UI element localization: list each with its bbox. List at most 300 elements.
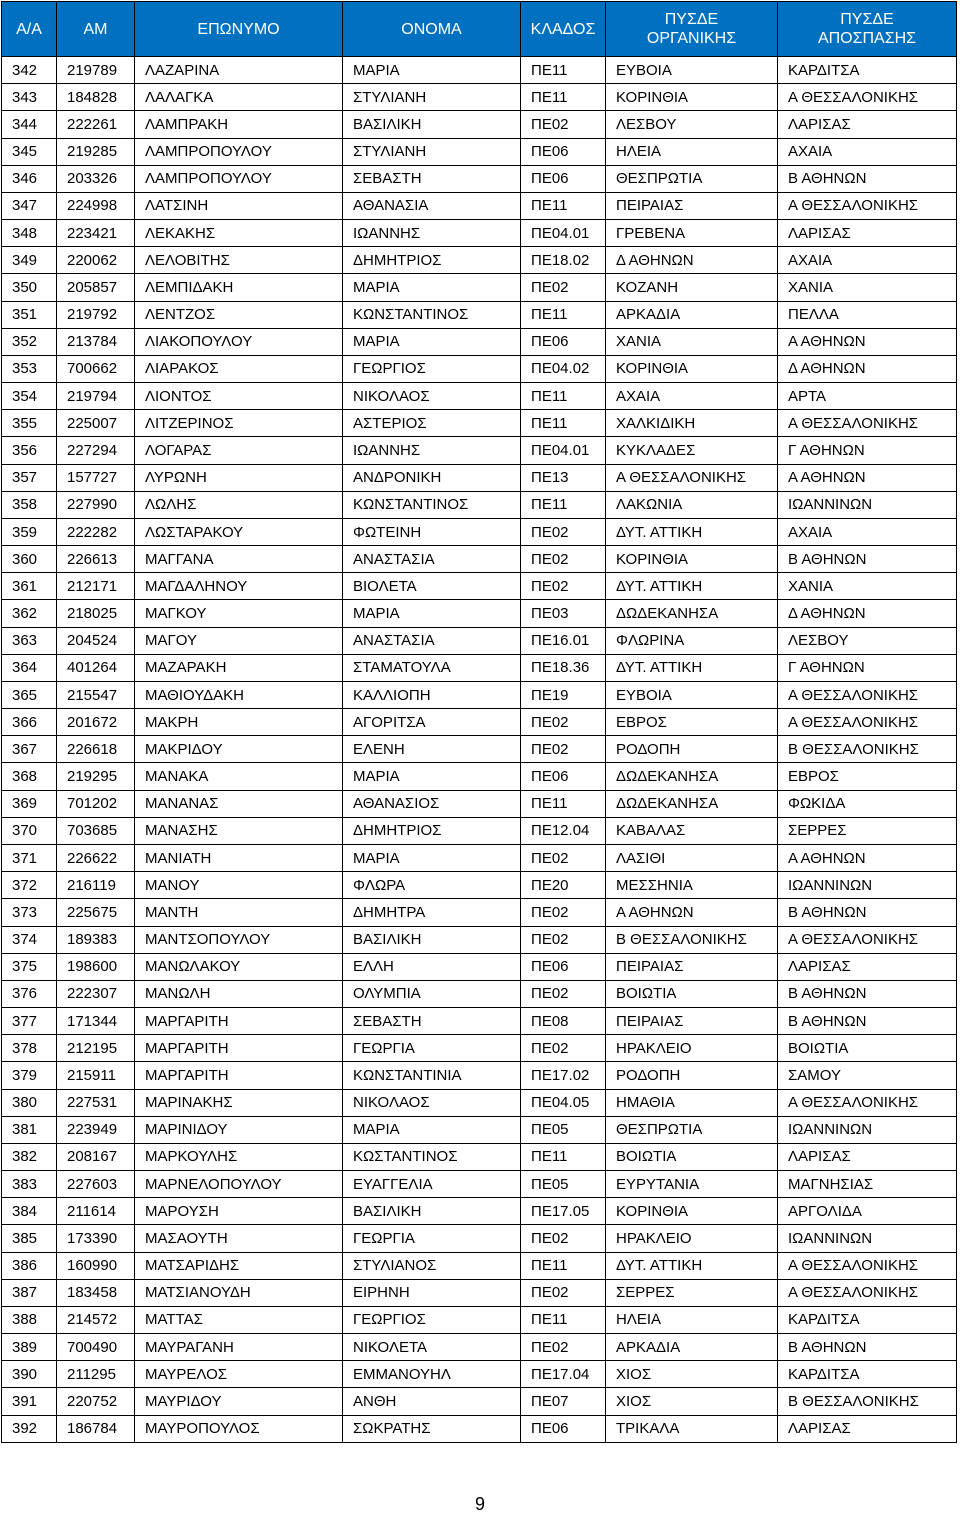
cell-branch: ΠΕ18.36 <box>521 654 606 681</box>
cell-pysde-organikis: ΛΕΣΒΟΥ <box>606 111 778 138</box>
cell-am: 213784 <box>57 328 135 355</box>
cell-surname: ΜΑΓΚΟΥ <box>135 600 343 627</box>
cell-aa: 357 <box>2 464 57 491</box>
cell-am: 157727 <box>57 464 135 491</box>
cell-surname: ΜΑΡΙΝΑΚΗΣ <box>135 1089 343 1116</box>
cell-surname: ΜΑΝΑΝΑΣ <box>135 790 343 817</box>
cell-branch: ΠΕ11 <box>521 1306 606 1333</box>
table-row <box>2 1143 957 1170</box>
cell-pysde-organikis: ΔΥΤ. ΑΤΤΙΚΗ <box>606 573 778 600</box>
cell-pysde-organikis: ΠΕΙΡΑΙΑΣ <box>606 953 778 980</box>
cell-pysde-organikis: ΚΟΡΙΝΘΙΑ <box>606 355 778 382</box>
cell-name: ΝΙΚΟΛΕΤΑ <box>343 1334 521 1361</box>
table-row <box>2 953 957 980</box>
cell-aa: 386 <box>2 1252 57 1279</box>
cell-pysde-apospasis: ΛΑΡΙΣΑΣ <box>778 111 957 138</box>
header-surname: ΕΠΩΝΥΜΟ <box>135 2 343 57</box>
cell-pysde-apospasis: ΙΩΑΝΝΙΝΩΝ <box>778 1116 957 1143</box>
cell-aa: 390 <box>2 1361 57 1388</box>
table-row <box>2 1334 957 1361</box>
cell-name: ΝΙΚΟΛΑΟΣ <box>343 383 521 410</box>
cell-branch: ΠΕ02 <box>521 1279 606 1306</box>
cell-surname: ΜΑΓΔΑΛΗΝΟΥ <box>135 573 343 600</box>
cell-pysde-apospasis: ΛΑΡΙΣΑΣ <box>778 953 957 980</box>
cell-am: 219285 <box>57 138 135 165</box>
cell-am: 224998 <box>57 192 135 219</box>
cell-pysde-organikis: ΣΕΡΡΕΣ <box>606 1279 778 1306</box>
cell-pysde-apospasis: Α ΘΕΣΣΑΛΟΝΙΚΗΣ <box>778 681 957 708</box>
cell-am: 201672 <box>57 709 135 736</box>
cell-aa: 388 <box>2 1306 57 1333</box>
table-row <box>2 464 957 491</box>
cell-pysde-apospasis: Γ ΑΘΗΝΩΝ <box>778 654 957 681</box>
cell-branch: ΠΕ06 <box>521 328 606 355</box>
cell-branch: ΠΕ02 <box>521 573 606 600</box>
table-row <box>2 1171 957 1198</box>
cell-am: 222261 <box>57 111 135 138</box>
cell-surname: ΛΑΜΠΡΟΠΟΥΛΟΥ <box>135 165 343 192</box>
table-row <box>2 546 957 573</box>
cell-name: ΑΓΟΡΙΤΣΑ <box>343 709 521 736</box>
cell-am: 211295 <box>57 1361 135 1388</box>
cell-pysde-organikis: ΒΟΙΩΤΙΑ <box>606 1143 778 1170</box>
table-row <box>2 111 957 138</box>
cell-pysde-organikis: ΑΧΑΙΑ <box>606 383 778 410</box>
cell-pysde-organikis: ΚΟΖΑΝΗ <box>606 274 778 301</box>
cell-name: ΑΘΑΝΑΣΙΑ <box>343 192 521 219</box>
cell-name: ΚΩΣΤΑΝΤΙΝΟΣ <box>343 1143 521 1170</box>
cell-name: ΓΕΩΡΓΙΑ <box>343 1225 521 1252</box>
cell-pysde-organikis: ΦΛΩΡΙΝΑ <box>606 627 778 654</box>
cell-surname: ΜΑΥΡΑΓΑΝΗ <box>135 1334 343 1361</box>
cell-pysde-apospasis: ΑΧΑΙΑ <box>778 138 957 165</box>
cell-branch: ΠΕ13 <box>521 464 606 491</box>
cell-pysde-organikis: ΜΕΣΣΗΝΙΑ <box>606 872 778 899</box>
table-row <box>2 1225 957 1252</box>
cell-name: ΟΛΥΜΠΙΑ <box>343 980 521 1007</box>
cell-surname: ΛΟΓΑΡΑΣ <box>135 437 343 464</box>
cell-name: ΚΩΝΣΤΑΝΤΙΝΟΣ <box>343 491 521 518</box>
cell-aa: 364 <box>2 654 57 681</box>
cell-pysde-organikis: ΠΕΙΡΑΙΑΣ <box>606 192 778 219</box>
cell-am: 227294 <box>57 437 135 464</box>
table-row <box>2 355 957 382</box>
cell-pysde-organikis: ΗΡΑΚΛΕΙΟ <box>606 1035 778 1062</box>
cell-pysde-apospasis: Β ΑΘΗΝΩΝ <box>778 899 957 926</box>
cell-surname: ΜΑΡΓΑΡΙΤΗ <box>135 1062 343 1089</box>
cell-am: 227990 <box>57 491 135 518</box>
table-row <box>2 1089 957 1116</box>
cell-pysde-apospasis: Α ΘΕΣΣΑΛΟΝΙΚΗΣ <box>778 926 957 953</box>
cell-surname: ΜΑΚΡΙΔΟΥ <box>135 736 343 763</box>
cell-pysde-organikis: ΘΕΣΠΡΩΤΙΑ <box>606 1116 778 1143</box>
cell-branch: ΠΕ02 <box>521 111 606 138</box>
cell-branch: ΠΕ02 <box>521 980 606 1007</box>
cell-pysde-organikis: Α ΑΘΗΝΩΝ <box>606 899 778 926</box>
cell-pysde-organikis: ΚΟΡΙΝΘΙΑ <box>606 1198 778 1225</box>
cell-am: 212195 <box>57 1035 135 1062</box>
cell-am: 220062 <box>57 247 135 274</box>
cell-branch: ΠΕ04.05 <box>521 1089 606 1116</box>
cell-am: 171344 <box>57 1008 135 1035</box>
cell-pysde-apospasis: ΑΧΑΙΑ <box>778 247 957 274</box>
cell-aa: 342 <box>2 57 57 84</box>
table-row <box>2 899 957 926</box>
cell-pysde-apospasis: Α ΘΕΣΣΑΛΟΝΙΚΗΣ <box>778 1089 957 1116</box>
header-pysde-apospasis: ΠΥΣΔΕ ΑΠΟΣΠΑΣΗΣ <box>778 2 957 57</box>
cell-pysde-organikis: ΗΡΑΚΛΕΙΟ <box>606 1225 778 1252</box>
table-row <box>2 1279 957 1306</box>
header-pysde-organikis: ΠΥΣΔΕ ΟΡΓΑΝΙΚΗΣ <box>606 2 778 57</box>
table-row <box>2 681 957 708</box>
cell-aa: 372 <box>2 872 57 899</box>
table-body <box>2 57 957 1443</box>
cell-pysde-apospasis: ΙΩΑΝΝΙΝΩΝ <box>778 872 957 899</box>
table-row <box>2 872 957 899</box>
cell-surname: ΛΕΝΤΖΟΣ <box>135 301 343 328</box>
cell-pysde-apospasis: Α ΘΕΣΣΑΛΟΝΙΚΗΣ <box>778 709 957 736</box>
cell-branch: ΠΕ02 <box>521 518 606 545</box>
cell-branch: ΠΕ11 <box>521 790 606 817</box>
cell-aa: 373 <box>2 899 57 926</box>
table-row <box>2 790 957 817</box>
cell-aa: 383 <box>2 1171 57 1198</box>
cell-surname: ΛΩΣΤΑΡΑΚΟΥ <box>135 518 343 545</box>
cell-name: ΒΑΣΙΛΙΚΗ <box>343 111 521 138</box>
cell-pysde-organikis: ΑΡΚΑΔΙΑ <box>606 1334 778 1361</box>
cell-pysde-apospasis: ΛΑΡΙΣΑΣ <box>778 220 957 247</box>
cell-aa: 379 <box>2 1062 57 1089</box>
cell-pysde-apospasis: Α ΘΕΣΣΑΛΟΝΙΚΗΣ <box>778 410 957 437</box>
cell-am: 703685 <box>57 817 135 844</box>
cell-surname: ΜΑΥΡΕΛΟΣ <box>135 1361 343 1388</box>
table-row <box>2 600 957 627</box>
cell-name: ΒΙΟΛΕΤΑ <box>343 573 521 600</box>
cell-am: 226618 <box>57 736 135 763</box>
cell-name: ΜΑΡΙΑ <box>343 844 521 871</box>
cell-pysde-organikis: Α ΘΕΣΣΑΛΟΝΙΚΗΣ <box>606 464 778 491</box>
cell-pysde-apospasis: Α ΘΕΣΣΑΛΟΝΙΚΗΣ <box>778 1279 957 1306</box>
cell-aa: 356 <box>2 437 57 464</box>
cell-aa: 368 <box>2 763 57 790</box>
cell-aa: 370 <box>2 817 57 844</box>
cell-pysde-organikis: ΠΕΙΡΑΙΑΣ <box>606 1008 778 1035</box>
cell-am: 219789 <box>57 57 135 84</box>
cell-am: 225007 <box>57 410 135 437</box>
header-am: ΑΜ <box>57 2 135 57</box>
cell-aa: 348 <box>2 220 57 247</box>
cell-am: 227531 <box>57 1089 135 1116</box>
cell-aa: 360 <box>2 546 57 573</box>
cell-am: 220752 <box>57 1388 135 1415</box>
cell-pysde-apospasis: Γ ΑΘΗΝΩΝ <box>778 437 957 464</box>
cell-pysde-apospasis: ΚΑΡΔΙΤΣΑ <box>778 1306 957 1333</box>
cell-aa: 380 <box>2 1089 57 1116</box>
cell-pysde-organikis: ΚΟΡΙΝΘΙΑ <box>606 546 778 573</box>
cell-pysde-apospasis: ΠΕΛΛΑ <box>778 301 957 328</box>
cell-pysde-apospasis: Β ΑΘΗΝΩΝ <box>778 1008 957 1035</box>
cell-pysde-apospasis: ΚΑΡΔΙΤΣΑ <box>778 57 957 84</box>
cell-aa: 352 <box>2 328 57 355</box>
cell-name: ΙΩΑΝΝΗΣ <box>343 220 521 247</box>
cell-aa: 349 <box>2 247 57 274</box>
cell-branch: ΠΕ04.02 <box>521 355 606 382</box>
cell-name: ΑΣΤΕΡΙΟΣ <box>343 410 521 437</box>
page-number: 9 <box>474 1494 485 1514</box>
cell-am: 183458 <box>57 1279 135 1306</box>
cell-aa: 376 <box>2 980 57 1007</box>
cell-pysde-apospasis: ΚΑΡΔΙΤΣΑ <box>778 1361 957 1388</box>
cell-pysde-apospasis: Β ΘΕΣΣΑΛΟΝΙΚΗΣ <box>778 736 957 763</box>
cell-aa: 382 <box>2 1143 57 1170</box>
cell-name: ΦΩΤΕΙΝΗ <box>343 518 521 545</box>
cell-pysde-apospasis: ΑΡΤΑ <box>778 383 957 410</box>
cell-pysde-apospasis: ΧΑΝΙΑ <box>778 274 957 301</box>
cell-surname: ΜΑΝΩΛΗ <box>135 980 343 1007</box>
cell-surname: ΜΑΝΙΑΤΗ <box>135 844 343 871</box>
cell-branch: ΠΕ02 <box>521 1334 606 1361</box>
cell-am: 223421 <box>57 220 135 247</box>
table-row <box>2 709 957 736</box>
cell-name: ΙΩΑΝΝΗΣ <box>343 437 521 464</box>
cell-surname: ΜΑΝΑΚΑ <box>135 763 343 790</box>
cell-aa: 375 <box>2 953 57 980</box>
cell-surname: ΜΑΤΣΙΑΝΟΥΔΗ <box>135 1279 343 1306</box>
cell-aa: 344 <box>2 111 57 138</box>
cell-pysde-apospasis: Α ΑΘΗΝΩΝ <box>778 328 957 355</box>
cell-branch: ΠΕ11 <box>521 410 606 437</box>
cell-aa: 377 <box>2 1008 57 1035</box>
cell-pysde-apospasis: ΒΟΙΩΤΙΑ <box>778 1035 957 1062</box>
cell-pysde-apospasis: Β ΑΘΗΝΩΝ <box>778 546 957 573</box>
table-row <box>2 1062 957 1089</box>
cell-surname: ΛΑΖΑΡΙΝΑ <box>135 57 343 84</box>
cell-am: 184828 <box>57 84 135 111</box>
table-row <box>2 220 957 247</box>
cell-aa: 367 <box>2 736 57 763</box>
cell-surname: ΜΑΚΡΗ <box>135 709 343 736</box>
table-row <box>2 1116 957 1143</box>
cell-pysde-apospasis: Α ΘΕΣΣΑΛΟΝΙΚΗΣ <box>778 1252 957 1279</box>
cell-branch: ΠΕ11 <box>521 1252 606 1279</box>
cell-pysde-organikis: ΧΙΟΣ <box>606 1388 778 1415</box>
cell-pysde-apospasis: Β ΑΘΗΝΩΝ <box>778 165 957 192</box>
cell-name: ΣΩΚΡΑΤΗΣ <box>343 1415 521 1442</box>
cell-pysde-organikis: ΛΑΚΩΝΙΑ <box>606 491 778 518</box>
cell-branch: ΠΕ17.02 <box>521 1062 606 1089</box>
cell-branch: ΠΕ02 <box>521 1225 606 1252</box>
cell-branch: ΠΕ18.02 <box>521 247 606 274</box>
cell-branch: ΠΕ03 <box>521 600 606 627</box>
cell-pysde-organikis: ΘΕΣΠΡΩΤΙΑ <box>606 165 778 192</box>
cell-pysde-apospasis: Α ΑΘΗΝΩΝ <box>778 844 957 871</box>
cell-name: ΣΤΑΜΑΤΟΥΛΑ <box>343 654 521 681</box>
cell-aa: 358 <box>2 491 57 518</box>
table-row <box>2 844 957 871</box>
cell-aa: 354 <box>2 383 57 410</box>
cell-pysde-organikis: ΒΟΙΩΤΙΑ <box>606 980 778 1007</box>
cell-branch: ΠΕ02 <box>521 926 606 953</box>
header-row <box>2 2 957 57</box>
cell-pysde-apospasis: ΛΑΡΙΣΑΣ <box>778 1415 957 1442</box>
cell-branch: ΠΕ05 <box>521 1171 606 1198</box>
cell-pysde-organikis: ΛΑΣΙΘΙ <box>606 844 778 871</box>
cell-aa: 391 <box>2 1388 57 1415</box>
cell-surname: ΜΑΡΓΑΡΙΤΗ <box>135 1008 343 1035</box>
cell-surname: ΜΑΝΟΥ <box>135 872 343 899</box>
table-row <box>2 383 957 410</box>
cell-am: 226613 <box>57 546 135 573</box>
cell-aa: 385 <box>2 1225 57 1252</box>
cell-am: 222307 <box>57 980 135 1007</box>
cell-am: 215911 <box>57 1062 135 1089</box>
cell-pysde-organikis: ΕΥΡΥΤΑΝΙΑ <box>606 1171 778 1198</box>
cell-name: ΕΥΑΓΓΕΛΙΑ <box>343 1171 521 1198</box>
table-row <box>2 410 957 437</box>
cell-surname: ΜΑΡΝΕΛΟΠΟΥΛΟΥ <box>135 1171 343 1198</box>
cell-am: 701202 <box>57 790 135 817</box>
table-row <box>2 328 957 355</box>
cell-pysde-apospasis: ΕΒΡΟΣ <box>778 763 957 790</box>
table-row <box>2 817 957 844</box>
cell-branch: ΠΕ06 <box>521 1415 606 1442</box>
cell-am: 219792 <box>57 301 135 328</box>
cell-am: 204524 <box>57 627 135 654</box>
cell-aa: 378 <box>2 1035 57 1062</box>
cell-aa: 389 <box>2 1334 57 1361</box>
cell-surname: ΛΙΟΝΤΟΣ <box>135 383 343 410</box>
cell-am: 173390 <box>57 1225 135 1252</box>
table-row <box>2 627 957 654</box>
cell-pysde-organikis: ΕΥΒΟΙΑ <box>606 681 778 708</box>
table-row <box>2 437 957 464</box>
table-row <box>2 763 957 790</box>
cell-branch: ΠΕ02 <box>521 546 606 573</box>
cell-surname: ΛΥΡΩΝΗ <box>135 464 343 491</box>
cell-am: 198600 <box>57 953 135 980</box>
cell-branch: ΠΕ07 <box>521 1388 606 1415</box>
cell-branch: ΠΕ04.01 <box>521 437 606 464</box>
cell-aa: 345 <box>2 138 57 165</box>
cell-branch: ΠΕ11 <box>521 301 606 328</box>
cell-aa: 353 <box>2 355 57 382</box>
cell-surname: ΜΑΡΓΑΡΙΤΗ <box>135 1035 343 1062</box>
cell-aa: 374 <box>2 926 57 953</box>
table-row <box>2 491 957 518</box>
cell-am: 216119 <box>57 872 135 899</box>
cell-surname: ΛΑΜΠΡΟΠΟΥΛΟΥ <box>135 138 343 165</box>
cell-am: 219295 <box>57 763 135 790</box>
cell-surname: ΜΑΡΚΟΥΛΗΣ <box>135 1143 343 1170</box>
cell-name: ΜΑΡΙΑ <box>343 328 521 355</box>
cell-name: ΔΗΜΗΤΡΙΟΣ <box>343 247 521 274</box>
cell-branch: ΠΕ02 <box>521 274 606 301</box>
cell-aa: 363 <box>2 627 57 654</box>
cell-name: ΣΕΒΑΣΤΗ <box>343 165 521 192</box>
table-row <box>2 926 957 953</box>
cell-am: 223949 <box>57 1116 135 1143</box>
table-row <box>2 57 957 84</box>
table-row <box>2 573 957 600</box>
cell-pysde-organikis: ΔΩΔΕΚΑΝΗΣΑ <box>606 763 778 790</box>
cell-name: ΜΑΡΙΑ <box>343 1116 521 1143</box>
cell-name: ΑΝΑΣΤΑΣΙΑ <box>343 627 521 654</box>
cell-pysde-organikis: ΔΥΤ. ΑΤΤΙΚΗ <box>606 654 778 681</box>
cell-surname: ΜΑΥΡΙΔΟΥ <box>135 1388 343 1415</box>
cell-pysde-apospasis: Δ ΑΘΗΝΩΝ <box>778 600 957 627</box>
cell-surname: ΛΙΑΡΑΚΟΣ <box>135 355 343 382</box>
cell-aa: 346 <box>2 165 57 192</box>
cell-name: ΑΝΑΣΤΑΣΙΑ <box>343 546 521 573</box>
assignments-table <box>1 1 957 1443</box>
cell-surname: ΜΑΥΡΟΠΟΥΛΟΣ <box>135 1415 343 1442</box>
cell-branch: ΠΕ11 <box>521 192 606 219</box>
table-row <box>2 1035 957 1062</box>
table-row <box>2 518 957 545</box>
cell-pysde-apospasis: ΛΕΣΒΟΥ <box>778 627 957 654</box>
table-row <box>2 1361 957 1388</box>
cell-pysde-apospasis: ΦΩΚΙΔΑ <box>778 790 957 817</box>
cell-pysde-organikis: Β ΘΕΣΣΑΛΟΝΙΚΗΣ <box>606 926 778 953</box>
table-row <box>2 736 957 763</box>
cell-name: ΣΤΥΛΙΑΝΗ <box>343 84 521 111</box>
cell-aa: 371 <box>2 844 57 871</box>
cell-aa: 355 <box>2 410 57 437</box>
cell-pysde-organikis: ΗΛΕΙΑ <box>606 138 778 165</box>
cell-pysde-organikis: ΔΥΤ. ΑΤΤΙΚΗ <box>606 518 778 545</box>
cell-branch: ΠΕ04.01 <box>521 220 606 247</box>
cell-branch: ΠΕ17.05 <box>521 1198 606 1225</box>
cell-aa: 350 <box>2 274 57 301</box>
cell-aa: 387 <box>2 1279 57 1306</box>
cell-aa: 381 <box>2 1116 57 1143</box>
cell-am: 186784 <box>57 1415 135 1442</box>
cell-name: ΒΑΣΙΛΙΚΗ <box>343 1198 521 1225</box>
cell-pysde-apospasis: ΑΡΓΟΛΙΔΑ <box>778 1198 957 1225</box>
cell-name: ΣΤΥΛΙΑΝΗ <box>343 138 521 165</box>
cell-pysde-apospasis: ΣΑΜΟΥ <box>778 1062 957 1089</box>
cell-branch: ΠΕ02 <box>521 736 606 763</box>
cell-am: 205857 <box>57 274 135 301</box>
cell-surname: ΜΑΡΙΝΙΔΟΥ <box>135 1116 343 1143</box>
cell-aa: 359 <box>2 518 57 545</box>
table-row <box>2 1252 957 1279</box>
table-row <box>2 301 957 328</box>
cell-aa: 366 <box>2 709 57 736</box>
cell-name: ΓΕΩΡΓΙΟΣ <box>343 1306 521 1333</box>
cell-name: ΚΩΝΣΤΑΝΤΙΝΙΑ <box>343 1062 521 1089</box>
cell-pysde-organikis: ΔΥΤ. ΑΤΤΙΚΗ <box>606 1252 778 1279</box>
cell-am: 203326 <box>57 165 135 192</box>
cell-surname: ΜΑΤΤΑΣ <box>135 1306 343 1333</box>
cell-name: ΒΑΣΙΛΙΚΗ <box>343 926 521 953</box>
cell-pysde-organikis: Δ ΑΘΗΝΩΝ <box>606 247 778 274</box>
table-row <box>2 1388 957 1415</box>
cell-surname: ΛΙΤΖΕΡΙΝΟΣ <box>135 410 343 437</box>
cell-branch: ΠΕ20 <box>521 872 606 899</box>
cell-surname: ΛΑΤΣΙΝΗ <box>135 192 343 219</box>
cell-pysde-organikis: ΕΒΡΟΣ <box>606 709 778 736</box>
cell-pysde-organikis: ΔΩΔΕΚΑΝΗΣΑ <box>606 600 778 627</box>
cell-name: ΝΙΚΟΛΑΟΣ <box>343 1089 521 1116</box>
cell-am: 208167 <box>57 1143 135 1170</box>
table-row <box>2 84 957 111</box>
cell-surname: ΜΑΓΓΑΝΑ <box>135 546 343 573</box>
cell-pysde-organikis: ΚΑΒΑΛΑΣ <box>606 817 778 844</box>
cell-pysde-organikis: ΗΛΕΙΑ <box>606 1306 778 1333</box>
cell-am: 222282 <box>57 518 135 545</box>
table-row <box>2 274 957 301</box>
